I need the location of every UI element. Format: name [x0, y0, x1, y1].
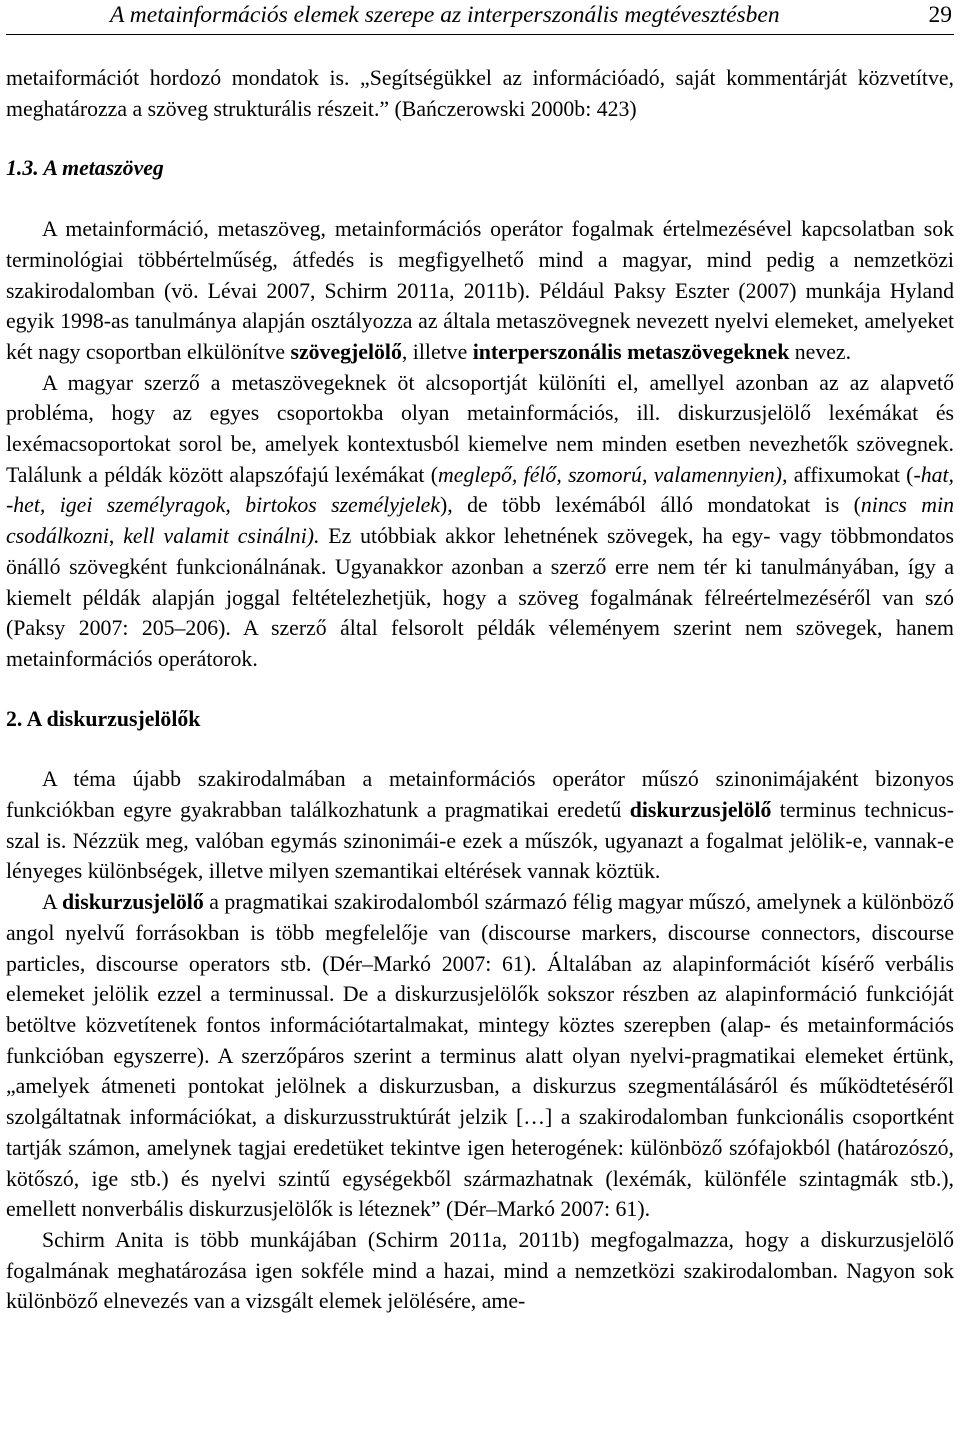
running-head-title: A metainformációs elemek szerepe az interperszonális megtévesztésben: [110, 2, 780, 28]
bold-term: diskurzusjelölő: [62, 890, 204, 915]
paragraph-text: Schirm Anita is több munkájában (Schirm 2011a, 2011b) megfogalmazza, hogy a diskurzusjelölő fogalmának meghatározása igen sokféle mind a hazai, mind a nemzetközi szakirodalomban. Nagyon sok különböző elnevezés van a vizsgált elemek jelölésére, ame-: [6, 1227, 954, 1314]
text-run: affixumokat (: [787, 462, 914, 487]
page-number: 29: [928, 2, 952, 28]
paragraph-diskurzus-2: [6, 887, 954, 1225]
italic-example: meglepő, félő, szomorú, valamennyien),: [438, 462, 788, 487]
bold-term: szövegjelölő: [290, 339, 402, 364]
text-run: Ez utóbbiak akkor lehetnének szövegek, ha egy- vagy többmondatos önálló szövegként funkcionálnának. Ugyanakkor azonban a szerző erre nem tér ki tanulmányában, így a kiemelt példák alapján joggal feltételezhetjük, hogy a szöveg fogalmának félreértelmezéséről van szó (Paksy 2007: 205–206). A szerző által felsorolt példák véleményem szerint nem szövegek, hanem metainformációs operátorok.: [6, 524, 955, 671]
text-run: A metainformáció, metaszöveg, metainformációs operátor fogalmak értelmezésével kapcsolatban sok terminológiai többértelműség, átfedés is megfigyelhető mind a magyar, mind pedig a nemzetközi szakirodalomban (vö. Lévai 2007, Schirm 2011a, 2011b). Például Paksy Eszter (2007) munkája Hyland egyik 1998-as tanulmánya alapján osztályozza az általa metaszövegnek nevezett nyelvi elemeket, amelyeket két nagy csoportban elkülönítve: [6, 217, 954, 364]
italic-example: kell valamit csinálni).: [123, 524, 320, 549]
paragraph-metaszoveg-2: [6, 368, 954, 675]
text-run: , illetve: [401, 339, 473, 364]
text-run: a pragmatikai szakirodalomból származó félig magyar műszó, amelynek a különböző angol nyelvű forrásokban is több megfelelője van (discourse markers, discourse connectors, discourse particles, discourse operators stb. (Dér–Markó 2007: 61). Általában az alapinformációt kísérő verbális elemeket jelölik ezzel a terminussal. De a diskurzusjelölők sokszor részben az alapinformáció funkcióját betöltve közvetítenek fontos információtartalmakat, mintegy köztes szerepben (alap- és metainformációs funkcióban egyszerre). A szerzőpáros szerint a terminus alatt olyan nyelvi-pragmatikai elemeket értünk, „amelyek átmeneti pontokat jelölnek a diskurzusban, a diskurzus szegmentálásáról és működtetéséről szolgáltatnak információkat, a diskurzusstruktúrát jelzik […] a szakirodalomban funkcionális csoportként tartják számon, amelynek tagjai eredetüket tekintve igen heterogének: különböző szófajokból (határozószó, kötőszó, ige stb.) és nyelvi szintű egységekből származhatnak (lexémák, különféle szintagmák stb.), emellett nonverbális diskurzusjelölők is léteznek” (Dér–Markó 2007: 61).: [6, 890, 954, 1222]
bold-term: interperszonális metaszövegeknek: [472, 339, 790, 364]
section-heading-2: 2. A diskurzusjelölők: [6, 706, 201, 731]
text-run: A téma újabb szakirodalmában a metainformációs operátor műszó szinonimájaként bizonyos funkciókban egyre gyakrabban találkozhatunk a pragmatikai eredetű: [6, 767, 954, 823]
body-text: [6, 63, 954, 1317]
section-heading-1-3: 1.3. A metaszöveg: [6, 156, 164, 181]
text-run: ), de több lexémából álló mondatokat is (: [440, 493, 861, 518]
text-run: A: [42, 890, 63, 915]
text-run: nevez.: [789, 339, 852, 364]
text-run: ,: [108, 524, 124, 549]
italic-example: nincs min csodálkozni: [6, 493, 954, 549]
paragraph-diskurzus-3: [6, 1225, 954, 1317]
running-head: [6, 0, 954, 35]
paragraph-diskurzus-1: [6, 764, 954, 887]
paragraph-continuation: [6, 63, 954, 124]
paragraph-text: metaiformációt hordozó mondatok is. „Segítségükkel az információadó, saját kommentárját közvetítve, meghatározza a szöveg strukturális részeit.” (Bańczerowski 2000b: 423): [6, 66, 954, 121]
text-run: terminus technicus-szal is. Nézzük meg, valóban egymás szinonimái-e ezek a műszók, ugyanazt a fogalmat jelölik-e, vannak-e lényeges különbségek, illetve milyen szemantikai eltérések vannak köztük.: [6, 798, 954, 884]
italic-example: -hat, -het, igei személyragok, birtokos személyjelek: [6, 462, 954, 518]
paragraph-metaszoveg-1: [6, 214, 954, 368]
text-run: A magyar szerző a metaszövegeknek öt alcsoportját különíti el, amellyel azonban az az alapvető probléma, hogy az egyes csoportokba olyan metainformációs, ill. diskurzusjelölő lexémákat és lexémacsoportokat sorol be, amelyek kontextusból kiemelve nem minden esetben nevezhetők szövegnek. Találunk a példák között alapszófajú lexémákat (: [6, 370, 954, 487]
bold-term: diskurzusjelölő: [629, 798, 772, 823]
